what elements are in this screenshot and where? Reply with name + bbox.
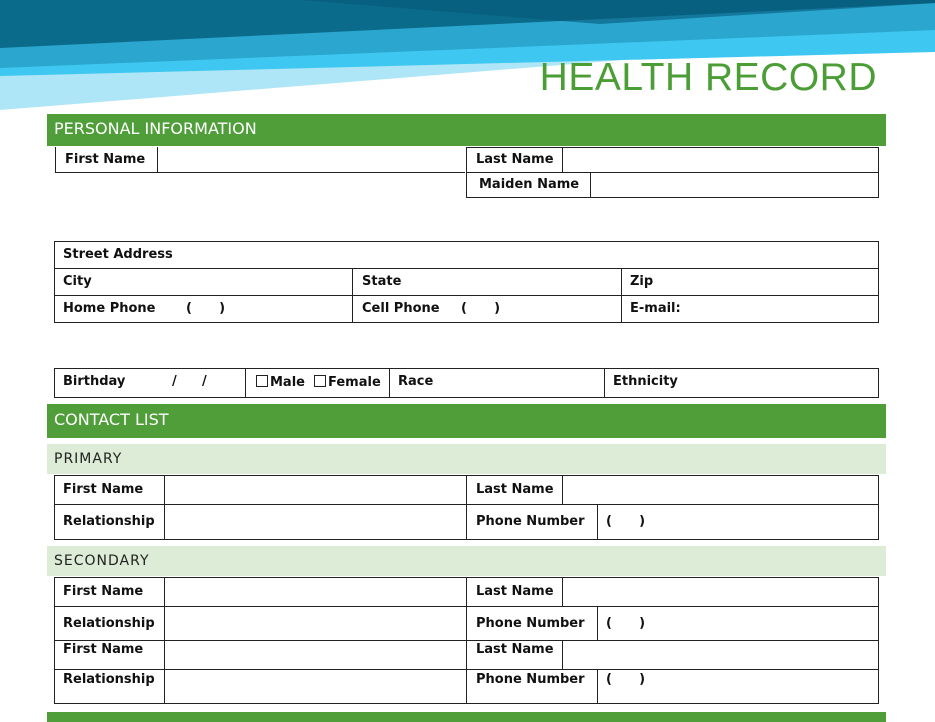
divider [157,147,158,173]
secondary-phone-area: ( ) [606,616,646,631]
last-name-label: Last Name [476,152,554,167]
secondary-relationship-field[interactable] [165,607,465,640]
subsection-primary [47,444,886,474]
secondary-relationship-label: Relationship [63,616,155,631]
maiden-name-label: Maiden Name [479,177,580,192]
street-address-field[interactable] [55,242,877,268]
secondary-last-name-label: Last Name [476,584,554,599]
first-name-label: First Name [65,152,146,167]
race-label: Race [398,374,434,389]
primary-phone-area: ( ) [606,514,646,529]
divider [590,172,591,198]
section-title: PERSONAL INFORMATION [54,119,257,138]
city-field[interactable] [55,269,351,295]
cell-phone-area: ( ) [461,301,501,316]
secondary-first-name-label-2: First Name [63,642,144,657]
female-checkbox[interactable] [314,375,326,387]
subsection-title: SECONDARY [54,553,150,569]
cell-phone-label: Cell Phone [362,301,440,316]
primary-first-name-field[interactable] [165,476,465,504]
birthday-label: Birthday [63,374,126,389]
primary-last-name-field[interactable] [563,476,878,504]
section-contact-list [47,404,886,438]
secondary-phone-label-2: Phone Number [476,672,585,687]
divider [55,147,56,173]
city-label: City [63,274,92,289]
secondary-last-name-label-2: Last Name [476,642,554,657]
secondary-first-name-label: First Name [63,584,144,599]
divider [466,577,467,704]
primary-first-name-label: First Name [63,482,144,497]
subsection-secondary [47,546,886,576]
male-label: Male [270,375,305,390]
female-option[interactable] [314,375,381,390]
state-label: State [362,274,402,289]
secondary-relationship-field-2[interactable] [165,670,465,703]
secondary-last-name-field[interactable] [563,578,878,606]
secondary-phone-label: Phone Number [476,616,585,631]
subsection-title: PRIMARY [54,451,123,467]
divider [466,475,467,540]
zip-label: Zip [630,274,654,289]
divider [562,147,563,173]
section-title: CONTACT LIST [54,410,169,429]
primary-phone-label: Phone Number [476,514,585,529]
primary-last-name-label: Last Name [476,482,554,497]
section-personal-information [47,114,886,146]
primary-relationship-field[interactable] [165,505,465,539]
divider [245,368,246,398]
section-health-information [47,712,886,722]
male-checkbox[interactable] [256,375,268,387]
ethnicity-label: Ethnicity [613,374,678,389]
birthday-separator: / [172,374,177,389]
email-label: E-mail: [630,301,681,316]
secondary-first-name-field[interactable] [165,578,465,606]
male-option[interactable] [256,375,305,390]
secondary-first-name-field-2[interactable] [165,641,465,669]
home-phone-area: ( ) [186,301,226,316]
secondary-relationship-label-2: Relationship [63,672,155,687]
home-phone-label: Home Phone [63,301,156,316]
secondary-last-name-field-2[interactable] [563,641,878,669]
page-title: HEALTH RECORD [539,56,877,99]
birthday-separator: / [202,374,207,389]
zip-field[interactable] [622,269,878,295]
secondary-phone-area-2: ( ) [606,672,646,687]
primary-relationship-label: Relationship [63,514,155,529]
street-address-label: Street Address [63,247,173,262]
female-label: Female [328,375,381,390]
